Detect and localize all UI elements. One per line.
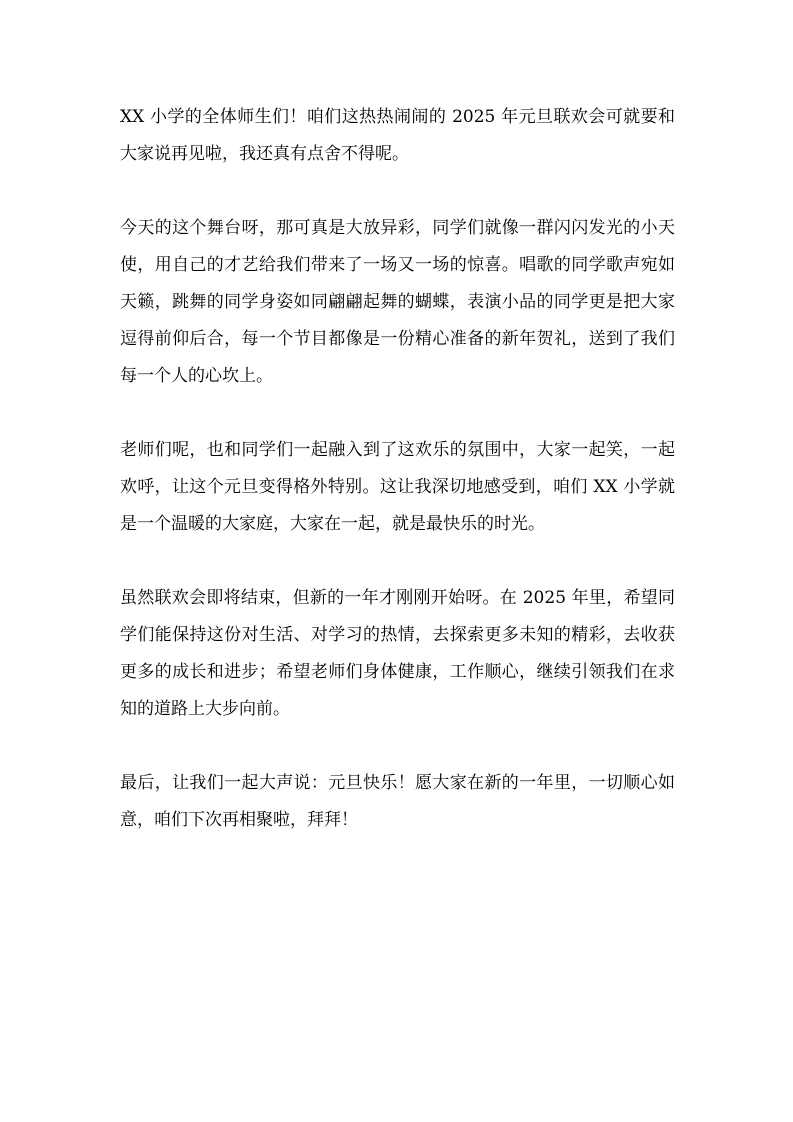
paragraph-new-year-wishes: 虽然联欢会即将结束，但新的一年才刚刚开始呀。在 2025 年里，希望同学们能保持这份对生活、对学习的热情，去探索更多未知的精彩，去收获更多的成长和进步；希望老师们身体健康，工作顺心，继续引领我们在求知的道路上大步向前。 xyxy=(120,588,675,719)
paragraph-student-performances: 今天的这个舞台呀，那可真是大放异彩，同学们就像一群闪闪发光的小天使，用自己的才艺给我们带来了一场又一场的惊喜。唱歌的同学歌声宛如天籁，跳舞的同学身姿如同翩翩起舞的蝴蝶，表演小品的同学更是把大家逗得前仰后合，每一个节目都像是一份精心准备的新年贺礼，送到了我们每一个人的心坎上。 xyxy=(120,218,675,386)
paragraph-teachers-joining: 老师们呢，也和同学们一起融入到了这欢乐的氛围中，大家一起笑，一起欢呼，让这个元旦变得格外特别。这让我深切地感受到，咱们 XX 小学就是一个温暖的大家庭，大家在一起，就是最快乐的时光。 xyxy=(120,440,675,534)
paragraph-closing: 最后，让我们一起大声说：元旦快乐！愿大家在新的一年里，一切顺心如意，咱们下次再相聚啦，拜拜！ xyxy=(120,773,675,830)
document-body xyxy=(120,99,675,839)
paragraph-farewell-greeting: XX 小学的全体师生们！咱们这热热闹闹的 2025 年元旦联欢会可就要和大家说再见啦，我还真有点舍不得呢。 xyxy=(120,107,675,164)
